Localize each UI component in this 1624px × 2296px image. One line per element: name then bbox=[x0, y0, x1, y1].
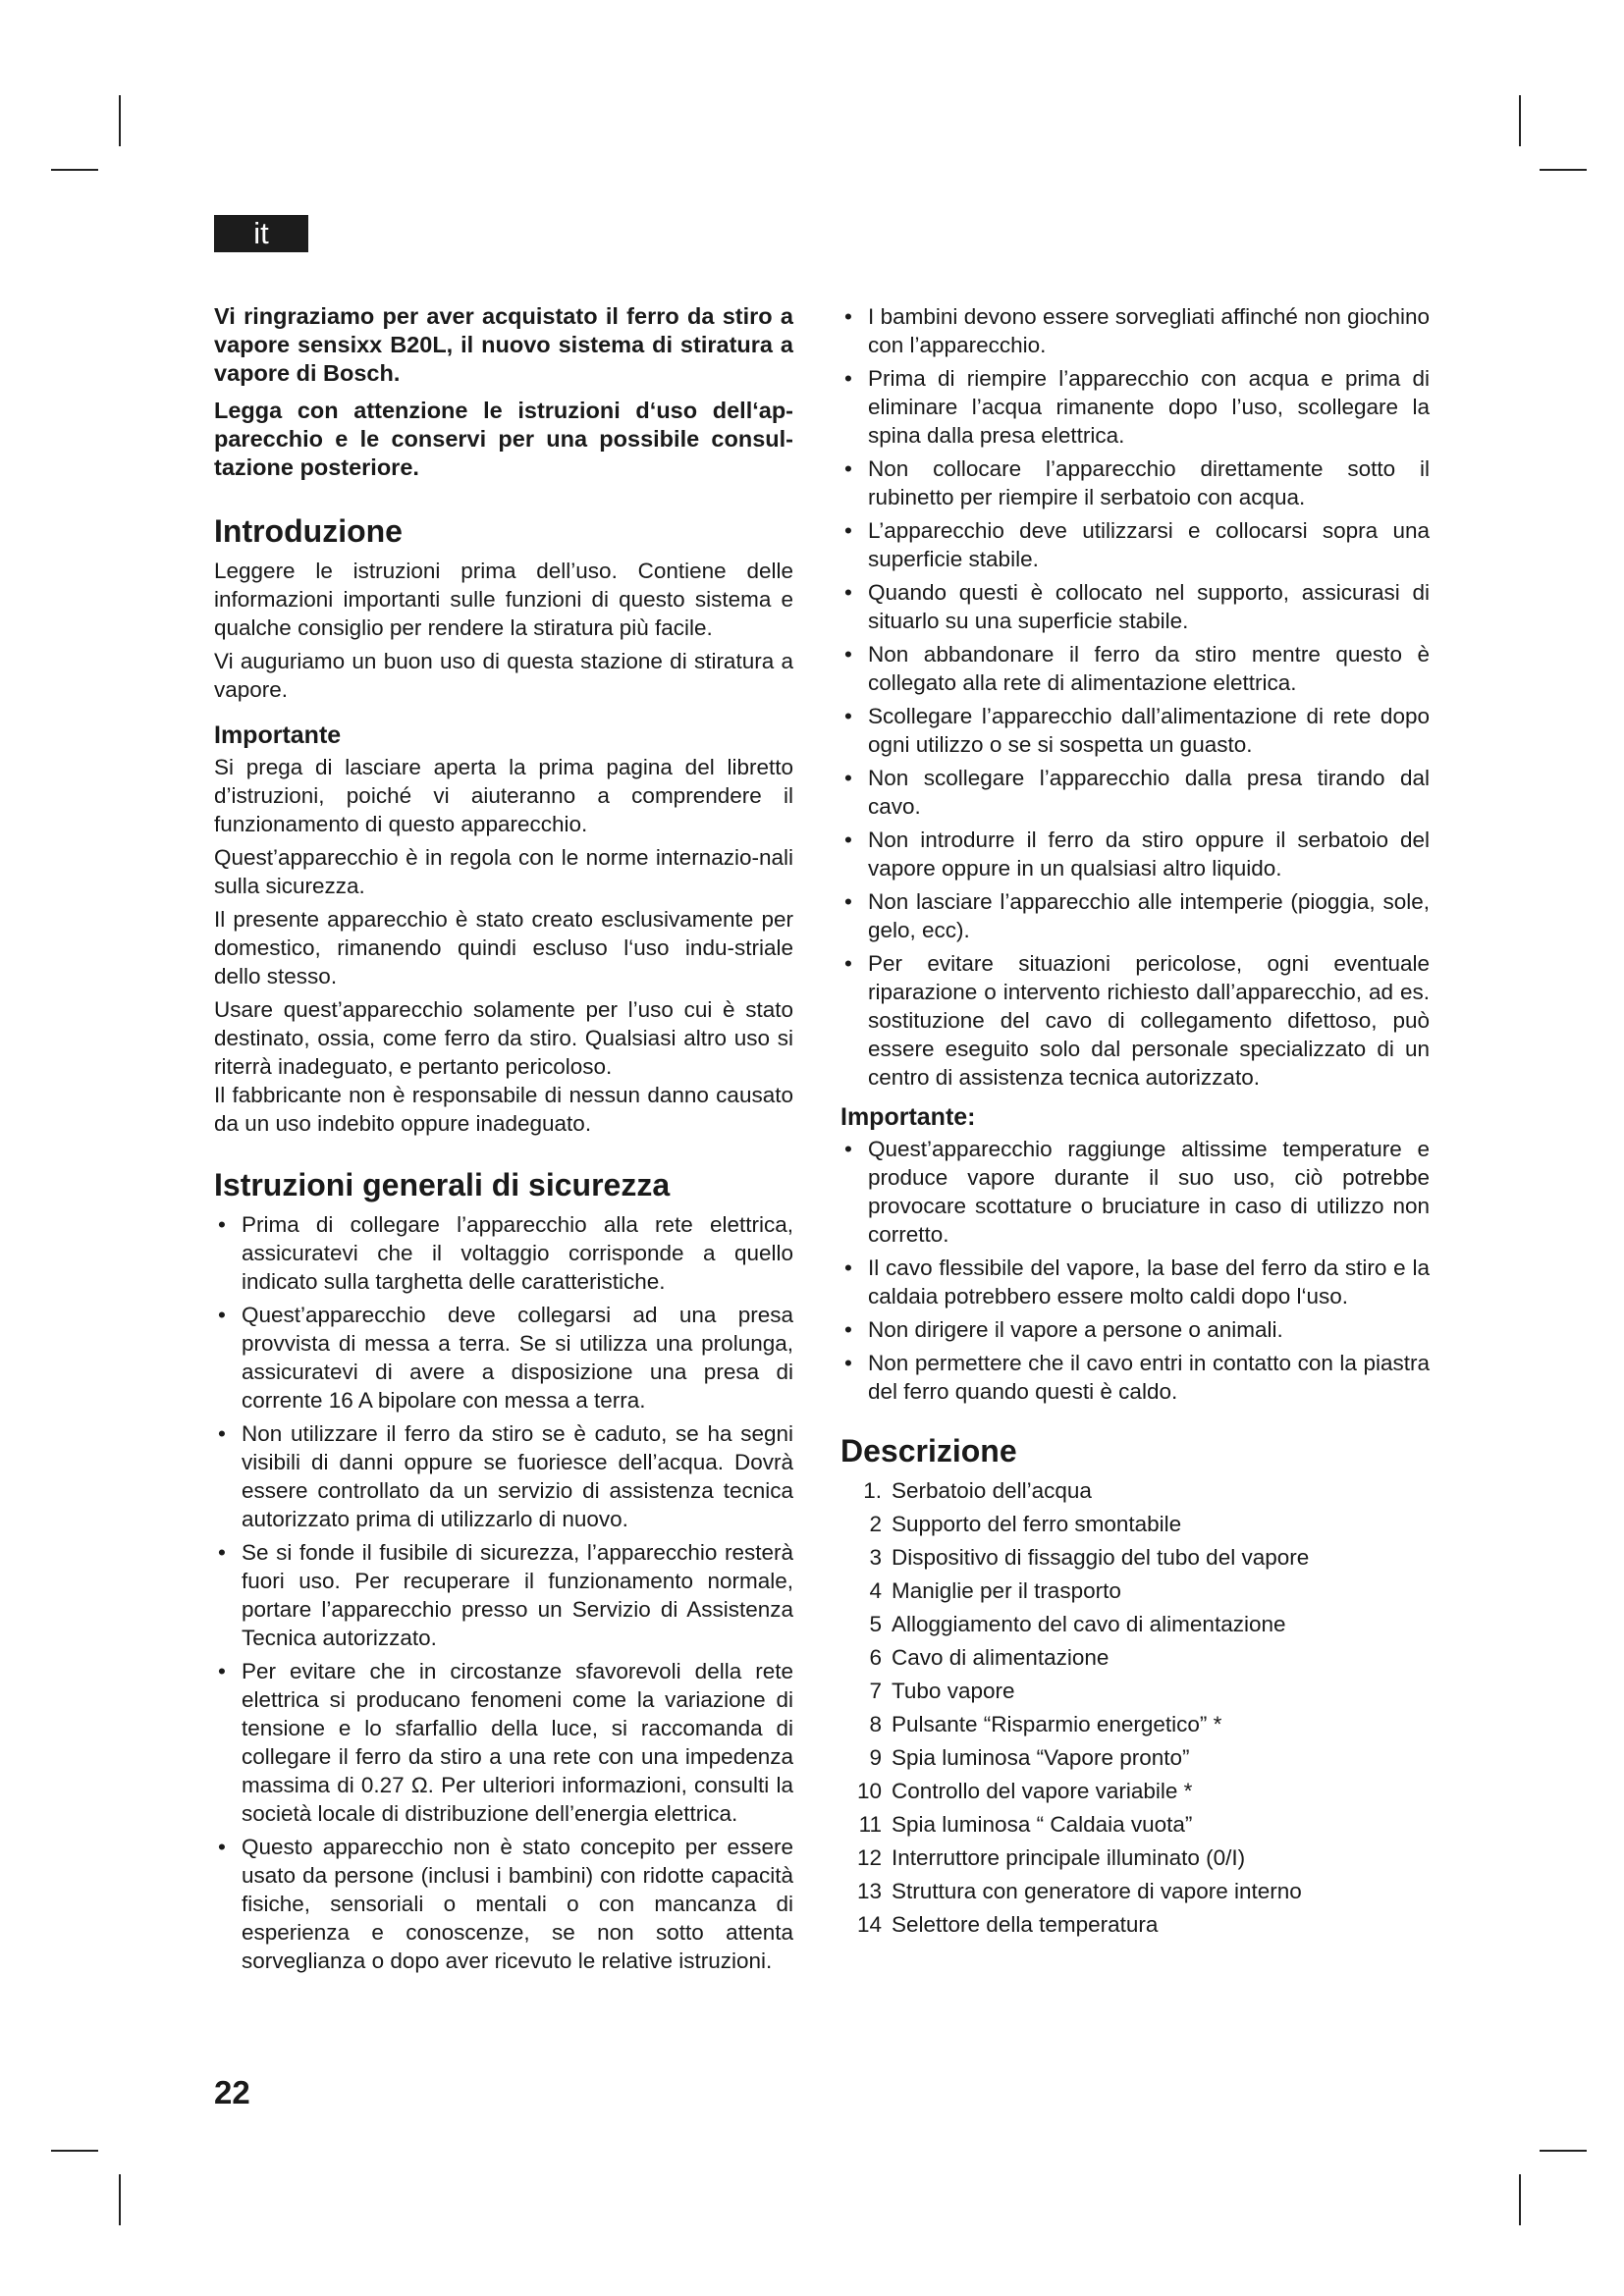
item-number: 5 bbox=[869, 1612, 882, 1636]
list-item: • Non abbandonare il ferro da stiro mentre questo è collegato alla rete di alimentazione elettrica. bbox=[840, 640, 1430, 697]
paragraph: Vi auguriamo un buon uso di questa stazione di stiratura a vapore. bbox=[214, 649, 793, 702]
list-item: • Non scollegare l’apparecchio dalla presa tirando dal cavo. bbox=[840, 764, 1430, 821]
intro-thanks: Vi ringraziamo per aver acquistato il ferro da stiro a vapore sensixx B20L, il nuovo sistema di stiratura a vapore di Bosch. bbox=[214, 303, 793, 386]
page-number: 22 bbox=[214, 2074, 250, 2110]
item-number: 13 bbox=[856, 1879, 882, 1903]
list-item: • Non utilizzare il ferro da stiro se è caduto, se ha segni visibili di danni oppure se fuoriesce dell’acqua. Dovrà essere controllato da un servizio di assistenza tecnica autorizzato prima di utilizzarlo di nuovo. bbox=[214, 1419, 793, 1533]
crop-mark bbox=[1540, 2150, 1587, 2152]
intro-read-carefully: Legga con attenzione le istruzioni d‘uso dell‘ap-parecchio e le conservi per una possibile consul-tazione posteriore. bbox=[214, 398, 793, 480]
list-item: • Per evitare situazioni pericolose, ogni eventuale riparazione o intervento richiesto dall’apparecchio, ad es. sostituzione del cavo di collegamento difettoso, può essere eseguito solo dal personale specializzato di un centro di assistenza tecnica autorizzato. bbox=[840, 949, 1430, 1092]
crop-mark bbox=[51, 2150, 98, 2152]
list-item: • I bambini devono essere sorvegliati affinché non giochino con l’apparecchio. bbox=[840, 302, 1430, 359]
description-item bbox=[840, 1842, 1430, 1875]
item-text: Supporto del ferro smontabile bbox=[892, 1512, 1182, 1536]
parts-list bbox=[840, 1474, 1430, 1942]
safety-list-continued bbox=[840, 302, 1430, 1092]
list-item: • Non lasciare l’apparecchio alle intemperie (pioggia, sole, gelo, ecc). bbox=[840, 887, 1430, 944]
item-text: Controllo del vapore variabile * bbox=[892, 1779, 1193, 1803]
crop-mark bbox=[1540, 169, 1587, 171]
list-item: • Prima di collegare l’apparecchio alla rete elettrica, assicuratevi che il voltaggio corrisponde a quello indicato sulla targhetta delle caratteristiche. bbox=[214, 1210, 793, 1296]
list-item: • Se si fonde il fusibile di sicurezza, l’apparecchio resterà fuori uso. Per recuperare il funzionamento normale, portare l’apparecchio presso un Servizio di Assistenza Tecnica autorizzato. bbox=[214, 1538, 793, 1652]
list-item: • Prima di riempire l’apparecchio con acqua e prima di eliminare l’acqua rimanente dopo l’uso, scollegare la spina dalla presa elettrica. bbox=[840, 364, 1430, 450]
left-column bbox=[214, 302, 793, 1980]
list-item: • Quest’apparecchio raggiunge altissime temperature e produce vapore durante il suo uso, ciò potrebbe provocare scottature o bruciature in caso di utilizzo non corretto. bbox=[840, 1135, 1430, 1249]
list-item: • Non collocare l’apparecchio direttamente sotto il rubinetto per riempire il serbatoio con acqua. bbox=[840, 454, 1430, 511]
language-tab: it bbox=[214, 215, 308, 252]
item-number: 6 bbox=[869, 1645, 882, 1670]
item-text: Maniglie per il trasporto bbox=[892, 1578, 1121, 1603]
item-number: 11 bbox=[858, 1812, 882, 1837]
item-text: Dispositivo di fissaggio del tubo del vapore bbox=[892, 1545, 1310, 1570]
paragraph: Il presente apparecchio è stato creato esclusivamente per domestico, rimanendo quindi escluso l‘uso indu-striale dello stesso. bbox=[214, 907, 793, 988]
crop-mark bbox=[119, 95, 121, 146]
list-item: • Per evitare che in circostanze sfavorevoli della rete elettrica si producano fenomeni come la variazione di tensione e lo sfarfallio della luce, si raccomanda di collegare il ferro da stiro a una rete con una impedenza massima di 0.27 Ω. Per ulteriori informazioni, consulti la società locale di distribuzione dell’energia elettrica. bbox=[214, 1657, 793, 1828]
crop-mark bbox=[1519, 2174, 1521, 2225]
item-number: 12 bbox=[856, 1845, 882, 1870]
description-item bbox=[840, 1808, 1430, 1842]
list-item: • Non dirigere il vapore a persone o animali. bbox=[840, 1315, 1430, 1344]
list-item: • L’apparecchio deve utilizzarsi e collocarsi sopra una superficie stabile. bbox=[840, 516, 1430, 573]
item-number: 7 bbox=[869, 1679, 882, 1703]
list-item: • Questo apparecchio non è stato concepito per essere usato da persone (inclusi i bambini) con ridotte capacità fisiche, sensoriali o mentali o con mancanza di esperienza e conoscenze, se non sotto attenta sorveglianza o dopo aver ricevuto le relative istruzioni. bbox=[214, 1833, 793, 1975]
importante-warning-heading: Importante: bbox=[840, 1103, 976, 1131]
item-number: 2 bbox=[869, 1512, 882, 1536]
item-number: 10 bbox=[856, 1779, 882, 1803]
list-item: • Non introdurre il ferro da stiro oppure il serbatoio del vapore oppure in un qualsiasi altro liquido. bbox=[840, 826, 1430, 882]
crop-mark bbox=[1519, 95, 1521, 146]
description-item bbox=[840, 1741, 1430, 1775]
introduzione-heading: Introduzione bbox=[214, 513, 403, 549]
safety-list bbox=[214, 1210, 793, 1975]
item-text: Pulsante “Risparmio energetico” * bbox=[892, 1712, 1222, 1736]
item-text: Spia luminosa “ Caldaia vuota” bbox=[892, 1812, 1193, 1837]
crop-mark bbox=[51, 169, 98, 171]
list-item: • Il cavo flessibile del vapore, la base del ferro da stiro e la caldaia potrebbero essere molto caldi dopo l‘uso. bbox=[840, 1254, 1430, 1310]
item-number: 9 bbox=[869, 1745, 882, 1770]
description-item bbox=[840, 1541, 1430, 1575]
description-item bbox=[840, 1474, 1430, 1508]
description-item bbox=[840, 1608, 1430, 1641]
paragraph: Leggere le istruzioni prima dell’uso. Contiene delle informazioni importanti sulle funzioni di questo sistema e qualche consiglio per rendere la stiratura più facile. bbox=[214, 559, 793, 640]
warning-list bbox=[840, 1135, 1430, 1406]
list-item: • Quando questi è collocato nel supporto, assicurasi di situarlo su una superficie stabile. bbox=[840, 578, 1430, 635]
list-item: • Non permettere che il cavo entri in contatto con la piastra del ferro quando questi è caldo. bbox=[840, 1349, 1430, 1406]
list-item: • Scollegare l’apparecchio dall’alimentazione di rete dopo ogni utilizzo o se si sospetta un guasto. bbox=[840, 702, 1430, 759]
item-number: 3 bbox=[869, 1545, 882, 1570]
item-number: 1. bbox=[863, 1478, 882, 1503]
importante-heading: Importante bbox=[214, 721, 342, 749]
item-number: 4 bbox=[869, 1578, 882, 1603]
description-item bbox=[840, 1775, 1430, 1808]
item-text: Serbatoio dell’acqua bbox=[892, 1478, 1092, 1503]
item-number: 14 bbox=[856, 1912, 882, 1937]
item-text: Alloggiamento del cavo di alimentazione bbox=[892, 1612, 1286, 1636]
description-item bbox=[840, 1875, 1430, 1908]
paragraph: Usare quest’apparecchio solamente per l’uso cui è stato destinato, ossia, come ferro da stiro. Qualsiasi altro uso si riterrà inadeguato, e pertanto pericoloso. bbox=[214, 997, 793, 1079]
item-text: Struttura con generatore di vapore interno bbox=[892, 1879, 1302, 1903]
item-number: 8 bbox=[869, 1712, 882, 1736]
description-item bbox=[840, 1575, 1430, 1608]
descrizione-heading: Descrizione bbox=[840, 1433, 1017, 1468]
description-item bbox=[840, 1908, 1430, 1942]
description-item bbox=[840, 1641, 1430, 1675]
item-text: Tubo vapore bbox=[892, 1679, 1015, 1703]
item-text: Interruttore principale illuminato (0/I) bbox=[892, 1845, 1246, 1870]
description-item bbox=[840, 1508, 1430, 1541]
item-text: Cavo di alimentazione bbox=[892, 1645, 1110, 1670]
paragraph: Quest’apparecchio è in regola con le norme internazio-nali sulla sicurezza. bbox=[214, 845, 793, 898]
crop-mark bbox=[119, 2174, 121, 2225]
item-text: Selettore della temperatura bbox=[892, 1912, 1159, 1937]
list-item: • Quest’apparecchio deve collegarsi ad una presa provvista di messa a terra. Se si utilizza una prolunga, assicuratevi di avere a disposizione una presa di corrente 16 A bipolare con messa a terra. bbox=[214, 1301, 793, 1415]
paragraph: Il fabbricante non è responsabile di nessun danno causato da un uso indebito oppure inadeguato. bbox=[214, 1083, 793, 1136]
sicurezza-heading: Istruzioni generali di sicurezza bbox=[214, 1167, 671, 1202]
item-text: Spia luminosa “Vapore pronto” bbox=[892, 1745, 1190, 1770]
right-column bbox=[840, 302, 1430, 1942]
paragraph: Si prega di lasciare aperta la prima pagina del libretto d’istruzioni, poiché vi aiuteranno a comprendere il funzionamento di questo apparecchio. bbox=[214, 755, 793, 836]
description-item bbox=[840, 1708, 1430, 1741]
description-item bbox=[840, 1675, 1430, 1708]
